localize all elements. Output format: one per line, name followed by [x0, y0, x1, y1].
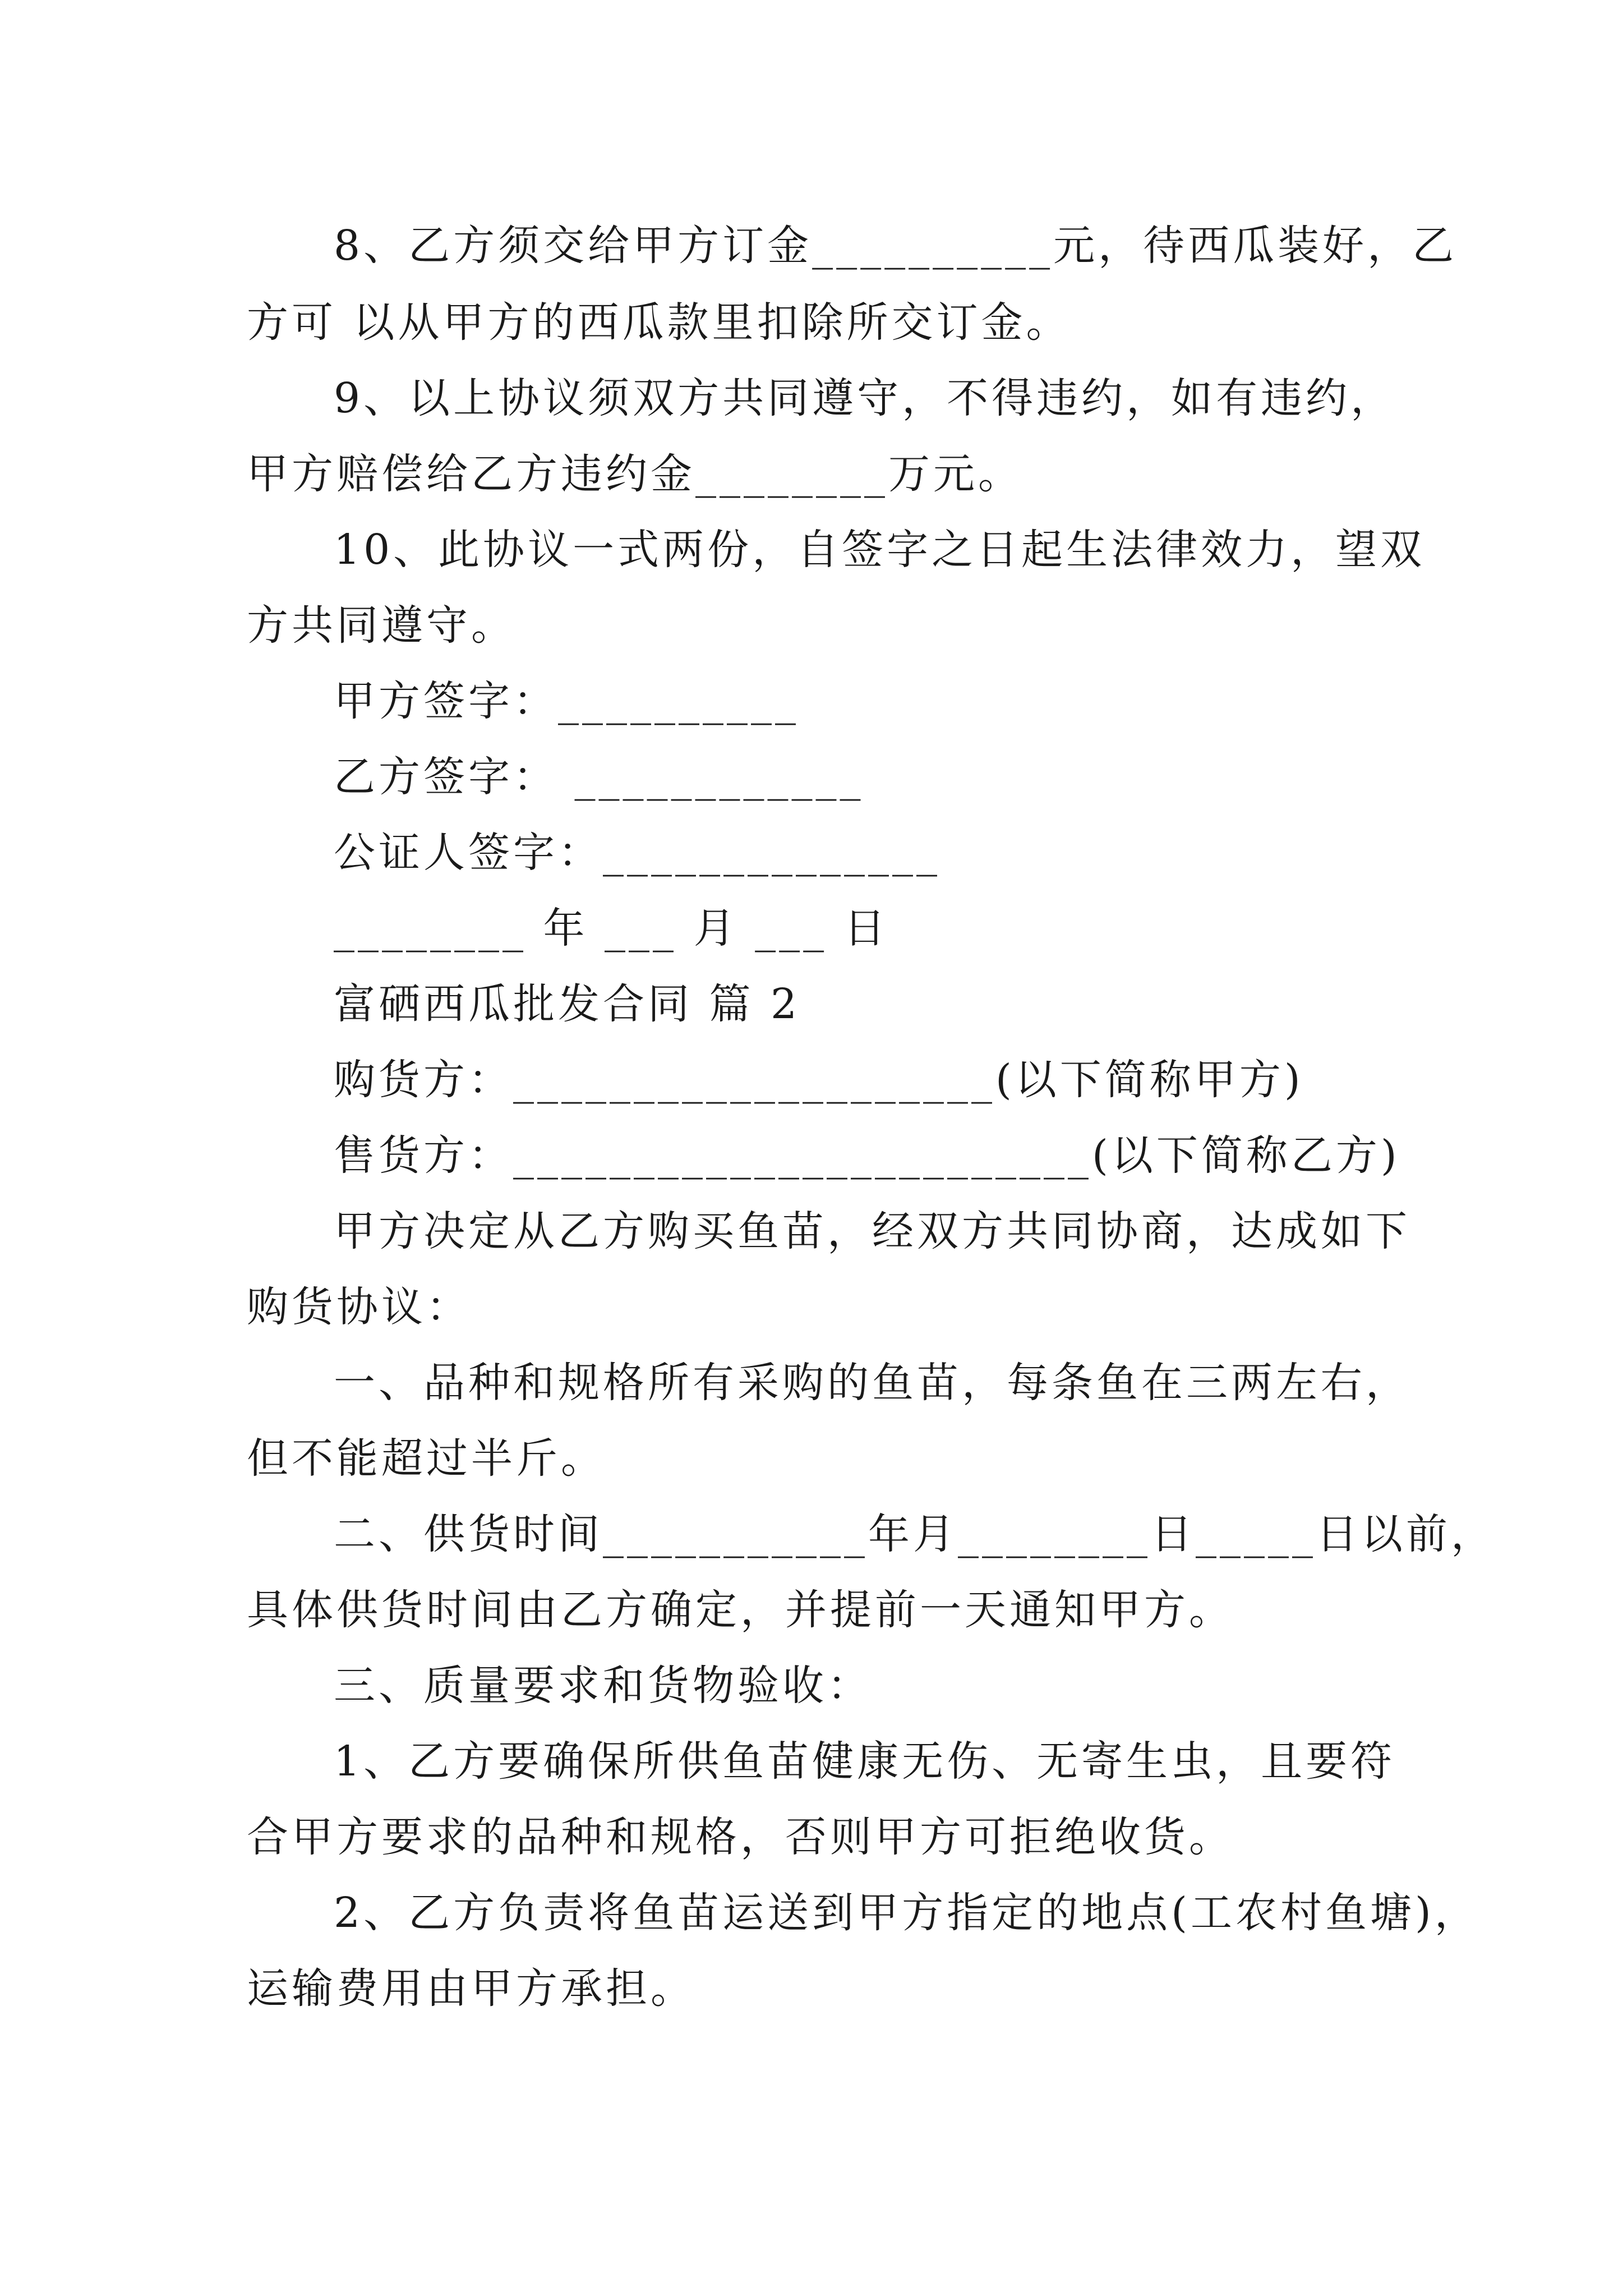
clause-9-line-2: 甲方赔偿给乙方违约金________万元。 [247, 450, 1023, 498]
item-1-line-1: 一、品种和规格所有采购的鱼苗，每条鱼在三两左右， [334, 1359, 1410, 1407]
item-3-1-line-1: 1、乙方要确保所供鱼苗健康无伤、无寄生虫，且要符 [334, 1737, 1396, 1786]
clause-8-line-1: 8、乙方须交给甲方订金__________元，待西瓜装好，乙 [334, 222, 1458, 270]
clause-9-line-1: 9、以上协议须双方共同遵守，不得违约，如有违约， [334, 374, 1396, 422]
section-title: 富硒西瓜批发合同 篇 2 [334, 980, 801, 1028]
item-3-1-line-2: 合甲方要求的品种和规格，否则甲方可拒绝收货。 [247, 1813, 1234, 1861]
item-3-2-line-2: 运输费用由甲方承担。 [247, 1964, 695, 2013]
date-line: ________ 年 ___ 月 ___ 日 [334, 904, 889, 953]
clause-10-line-1: 10、此协议一式两份，自签字之日起生法律效力，望双 [334, 526, 1426, 574]
item-2-line-2: 具体供货时间由乙方确定，并提前一天通知甲方。 [247, 1586, 1234, 1634]
buyer-line: 购货方：____________________(以下简称甲方) [334, 1056, 1304, 1104]
clause-8-line-2: 方可 以从甲方的西瓜款里扣除所交订金。 [247, 298, 1071, 347]
clause-10-line-2: 方共同遵守。 [247, 601, 516, 650]
party-a-signature: 甲方签字：__________ [334, 677, 799, 725]
notary-signature: 公证人签字：______________ [334, 829, 940, 877]
party-b-signature: 乙方签字： ____________ [334, 753, 864, 801]
seller-line: 售货方：________________________(以下简称乙方) [334, 1131, 1400, 1180]
item-1-line-2: 但不能超过半斤。 [247, 1434, 606, 1483]
item-3-heading: 三、质量要求和货物验收： [334, 1662, 872, 1710]
item-3-2-line-1: 2、乙方负责将鱼苗运送到甲方指定的地点(工农村鱼塘)， [334, 1889, 1479, 1937]
intro-line-1: 甲方决定从乙方购买鱼苗，经双方共同协商，达成如下 [334, 1207, 1410, 1255]
intro-line-2: 购货协议： [247, 1283, 471, 1331]
item-2-line-1: 二、供货时间___________年月________日_____日以前， [334, 1510, 1496, 1558]
